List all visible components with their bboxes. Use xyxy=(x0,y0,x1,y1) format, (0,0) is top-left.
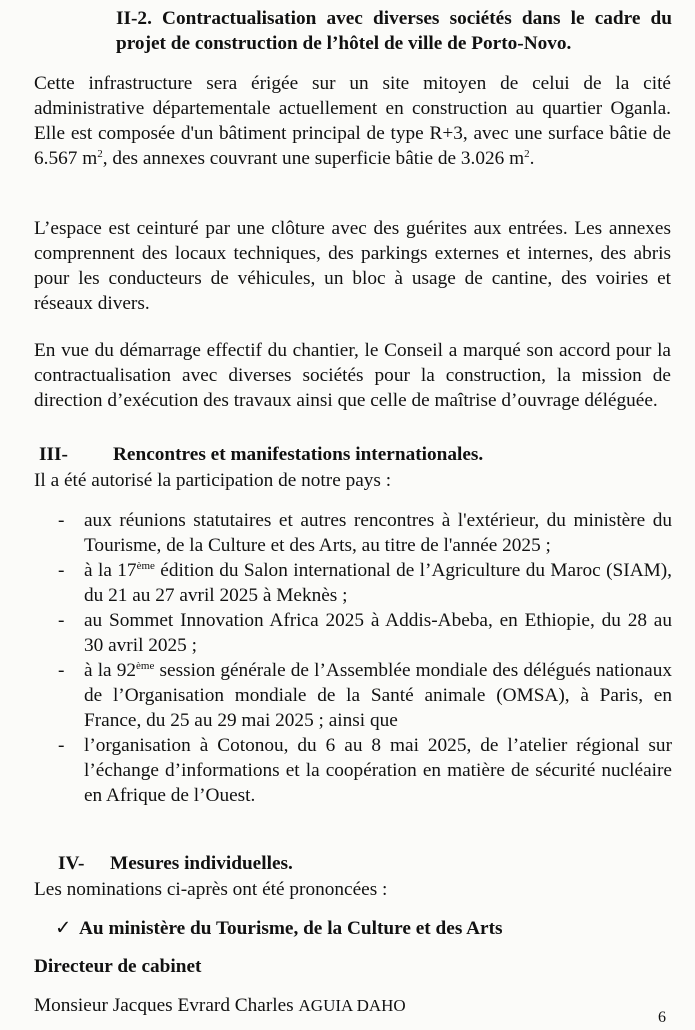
superscript: 2 xyxy=(524,148,530,160)
appointee-name xyxy=(34,993,634,1018)
checkmark-icon: ✓ xyxy=(55,918,72,939)
section-title: Rencontres et manifestations internationales. xyxy=(113,444,484,465)
paragraph-text: Cette infrastructure sera érigée sur un site mitoyen de celui de la cité administrative départementale actuellement en construction au quartier Oganla. Elle est composée d'un bâtiment principal de type R+3, avec une surface bâtie de 6.567 m xyxy=(34,73,671,169)
section-number: IV- xyxy=(58,853,85,874)
ministry-heading xyxy=(55,916,655,941)
appointee-surname: AGUIA DAHO xyxy=(298,996,406,1015)
role-title: Directeur de cabinet xyxy=(34,956,202,977)
paragraph-building-description xyxy=(34,71,671,171)
section-2-heading: II-2. Contractualisation avec diverses sociétés dans le cadre du projet de construction de l’hôtel de ville de Porto-Novo. xyxy=(116,8,672,54)
superscript: 2 xyxy=(97,148,103,160)
section-title: Mesures individuelles. xyxy=(110,853,293,874)
section-4-intro: Les nominations ci-après ont été prononcées : xyxy=(34,879,388,900)
list-item xyxy=(58,608,672,658)
paragraph-text: , des annexes couvrant une superficie bâtie de 3.026 m xyxy=(102,148,525,169)
paragraph-site-description: L’espace est ceinturé par une clôture avec des guérites aux entrées. Les annexes comprennent des locaux techniques, des parkings externes et internes, des abris pour les conducteurs de véhicules, un bloc à usage de cantine, des voiries et réseaux divers. xyxy=(34,218,671,314)
section-number: III- xyxy=(39,444,68,465)
superscript: ème xyxy=(136,560,155,572)
dash-bullet: - xyxy=(58,610,65,631)
list-item xyxy=(58,508,672,558)
list-item-text: édition du Salon international de l’Agriculture du Maroc (SIAM), du 21 au 27 avril 2025 à Meknès ; xyxy=(84,560,672,606)
list-item-text: aux réunions statutaires et autres rencontres à l'extérieur, du ministère du Tourisme, de la Culture et des Arts, au titre de l'année 2025 ; xyxy=(84,510,672,556)
section-3-intro: Il a été autorisé la participation de notre pays : xyxy=(34,470,392,491)
appointee-first-names: Monsieur Jacques Evrard Charles xyxy=(34,995,299,1016)
list-item-text: session générale de l’Assemblée mondiale des délégués nationaux de l’Organisation mondiale de la Santé animale (OMSA), à Paris, en France, du 25 au 29 mai 2025 ; ainsi que xyxy=(84,660,673,731)
list-item-text: l’organisation à Cotonou, du 6 au 8 mai 2025, de l’atelier régional sur l’échange d’informations et la coopération en matière de sécurité nucléaire en Afrique de l’Ouest. xyxy=(84,735,672,806)
list-item-prefix: à la 92 xyxy=(84,660,137,681)
superscript: ème xyxy=(136,660,155,672)
section-4-heading xyxy=(58,851,618,876)
list-item xyxy=(58,658,672,733)
list-item xyxy=(58,558,672,608)
list-item-text: au Sommet Innovation Africa 2025 à Addis-Abeba, en Ethiopie, du 28 au 30 avril 2025 ; xyxy=(84,610,672,656)
dash-bullet: - xyxy=(58,510,65,531)
section-3-heading xyxy=(39,442,659,467)
dash-bullet: - xyxy=(58,660,65,681)
participation-list xyxy=(58,508,672,808)
ministry-name: Au ministère du Tourisme, de la Culture et des Arts xyxy=(79,918,503,939)
list-item-prefix: à la 17 xyxy=(84,560,137,581)
dash-bullet: - xyxy=(58,735,65,756)
paragraph-council-decision: En vue du démarrage effectif du chantier, le Conseil a marqué son accord pour la contractualisation avec diverses sociétés pour la construction, la mission de direction d’exécution des travaux ainsi que celle de maîtrise d’ouvrage déléguée. xyxy=(34,340,671,411)
paragraph-text: . xyxy=(529,148,535,169)
page-number: 6 xyxy=(658,1009,666,1026)
list-item xyxy=(58,733,672,808)
dash-bullet: - xyxy=(58,560,65,581)
